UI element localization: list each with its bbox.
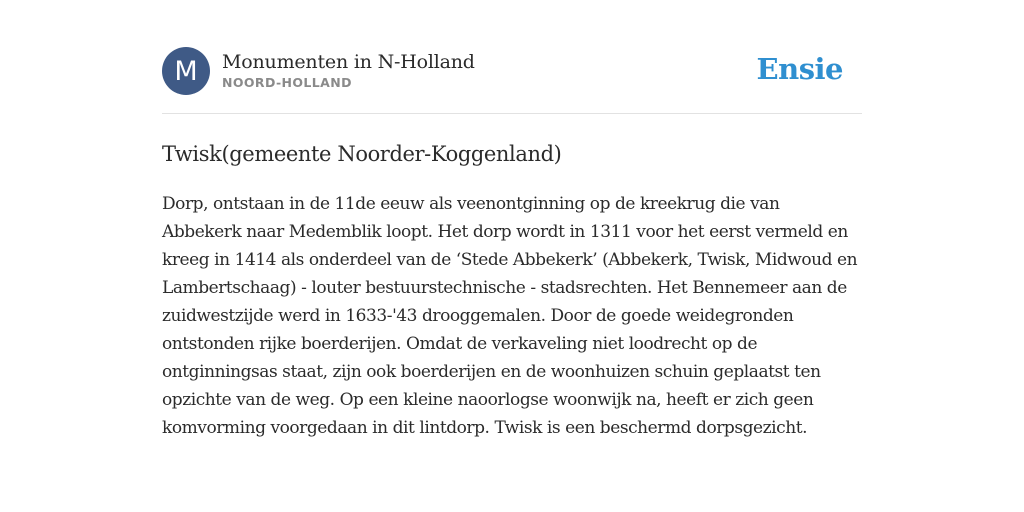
entry-title: Twisk(gemeente Noorder-Koggenland)	[162, 142, 562, 166]
header-divider	[162, 113, 862, 114]
source-header	[162, 44, 862, 96]
source-avatar[interactable]: M	[162, 47, 210, 95]
source-title[interactable]: Monumenten in N-Holland	[222, 50, 475, 73]
source-subtitle: NOORD-HOLLAND	[222, 74, 352, 90]
entry-card	[162, 44, 862, 442]
brand-logo[interactable]: Ensie	[756, 52, 843, 86]
entry-body: Dorp, ontstaan in de 11de eeuw als veenontginning op de kreekrug die van Abbekerk naar Medemblik loopt. Het dorp wordt in 1311 voor het eerst vermeld en kreeg in 1414 als onderdeel van de ‘Stede Abbekerk’ (Abbekerk, Twisk, Midwoud en Lambertschaag) - louter bestuurstechnische - stadsrechten. Het Bennemeer aan de zuidwestzijde werd in 1633-'43 drooggemalen. Door de goede weidegronden ontstonden rijke boerderijen. Omdat de verkaveling niet loodrecht op de ontginningsas staat, zijn ook boerderijen en de woonhuizen schuin geplaatst ten opzichte van de weg. Op een kleine naoorlogse woonwijk na, heeft er zich geen komvorming voorgedaan in dit lintdorp. Twisk is een beschermd dorpsgezicht.	[162, 194, 858, 438]
source-meta	[222, 50, 475, 91]
